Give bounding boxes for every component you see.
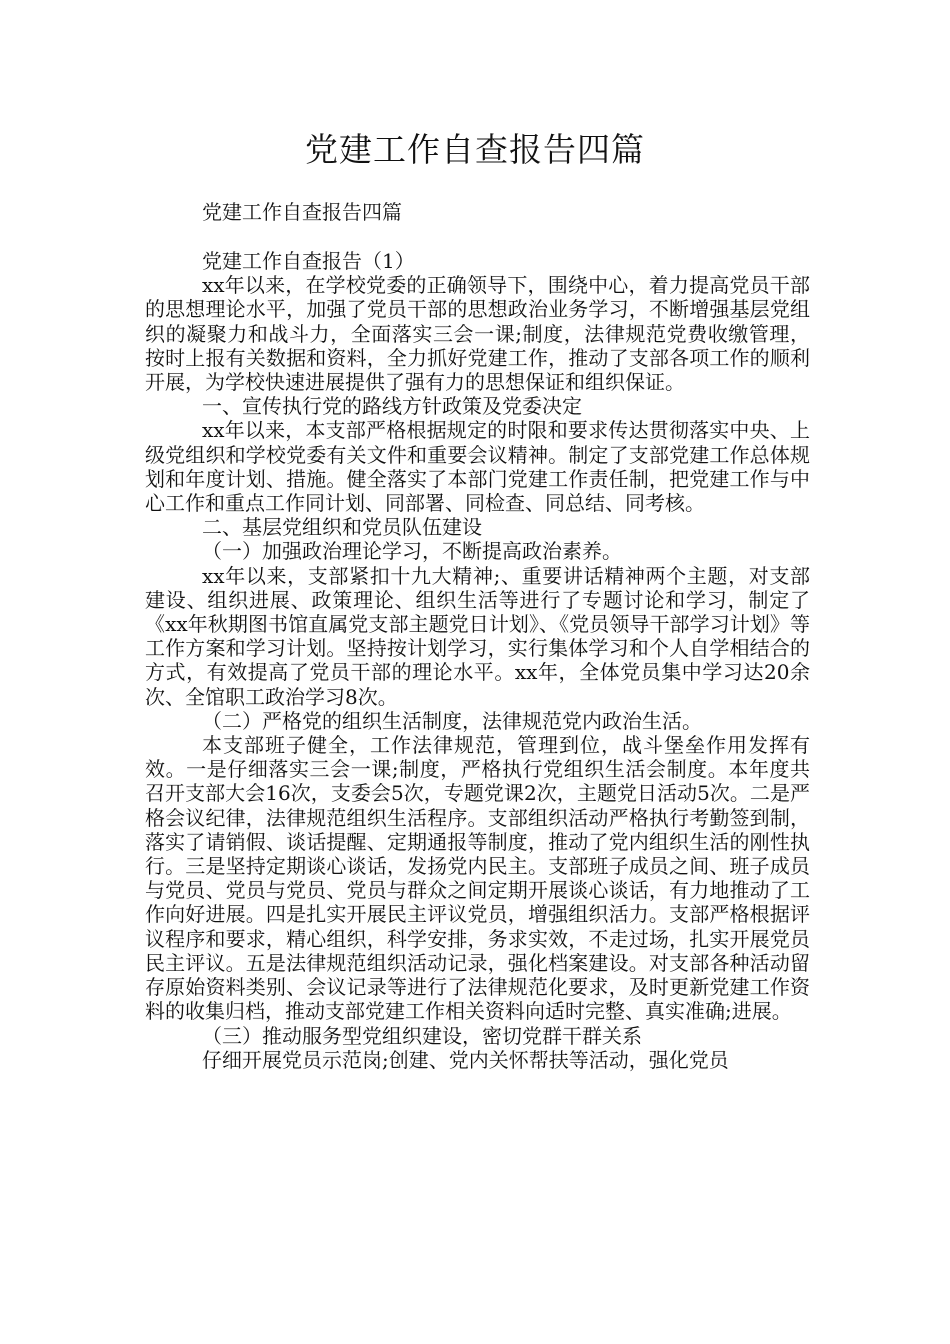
body-paragraph: xx年以来，本支部严格根据规定的时限和要求传达贯彻落实中央、上级党组织和学校党委有关文件和重要会议精神。制定了支部党建工作总体规划和年度计划、措施。健全落实了本部门党建工作责任制，把党建工作与中心工作和重点工作同计划、同部署、同检查、同总结、同考核。 xyxy=(145,418,810,516)
section-heading: 一、宣传执行党的路线方针政策及党委决定 xyxy=(202,394,582,419)
document-subtitle: 党建工作自查报告四篇 xyxy=(202,200,402,224)
subsection-heading: （二）严格党的组织生活制度，法律规范党内政治生活。 xyxy=(202,708,702,733)
report-heading: 党建工作自查报告（1） xyxy=(202,249,415,273)
document-title: 党建工作自查报告四篇 xyxy=(305,130,645,169)
subsection-heading: （三）推动服务型党组织建设，密切党群干群关系 xyxy=(202,1023,642,1048)
section-heading: 二、基层党组织和党员队伍建设 xyxy=(202,515,482,540)
body-paragraph: xx年以来，支部紧扣十九大精神;、重要讲话精神两个主题，对支部建设、组织进展、政策理论、组织生活等进行了专题讨论和学习，制定了《xx年秋期图书馆直属党支部主题党日计划》、《党员领导干部学习计划》等工作方案和学习计划。坚持按计划学习，实行集体学习和个人自学相结合的方式，有效提高了党员干部的理论水平。xx年，全体党员集中学习达20余次、全馆职工政治学习8次。 xyxy=(145,563,810,709)
body-paragraph: xx年以来，在学校党委的正确领导下，围绕中心，着力提高党员干部的思想理论水平，加强了党员干部的思想政治业务学习，不断增强基层党组织的凝聚力和战斗力，全面落实三会一课;制度，法律规范党费收缴管理，按时上报有关数据和资料，全力抓好党建工作，推动了支部各项工作的顺利开展，为学校快速进展提供了强有力的思想保证和组织保证。 xyxy=(145,273,810,395)
body-paragraph: 仔细开展党员示范岗;创建、党内关怀帮扶等活动，强化党员 xyxy=(202,1047,729,1072)
body-paragraph: 本支部班子健全，工作法律规范，管理到位，战斗堡垒作用发挥有效。一是仔细落实三会一课;制度，严格执行党组织生活会制度。本年度共召开支部大会16次，支委会5次，专题党课2次，主题党日活动5次。二是严格会议纪律，法律规范组织生活程序。支部组织活动严格执行考勤签到制，落实了请销假、谈话提醒、定期通报等制度，推动了党内组织生活的刚性执行。三是坚持定期谈心谈话，发扬党内民主。支部班子成员之间、班子成员与党员、党员与党员、党员与群众之间定期开展谈心谈话，有力地推动了工作向好进展。四是扎实开展民主评议党员，增强组织活力。支部严格根据评议程序和要求，精心组织，科学安排，务求实效，不走过场，扎实开展党员民主评议。五是法律规范组织活动记录，强化档案建设。对支部各种活动留存原始资料类别、会议记录等进行了法律规范化要求，及时更新党建工作资料的收集归档，推动支部党建工作相关资料向适时完整、真实准确;进展。 xyxy=(145,733,810,1024)
document-body xyxy=(145,249,810,1072)
subsection-heading: （一）加强政治理论学习，不断提高政治素养。 xyxy=(202,539,622,564)
